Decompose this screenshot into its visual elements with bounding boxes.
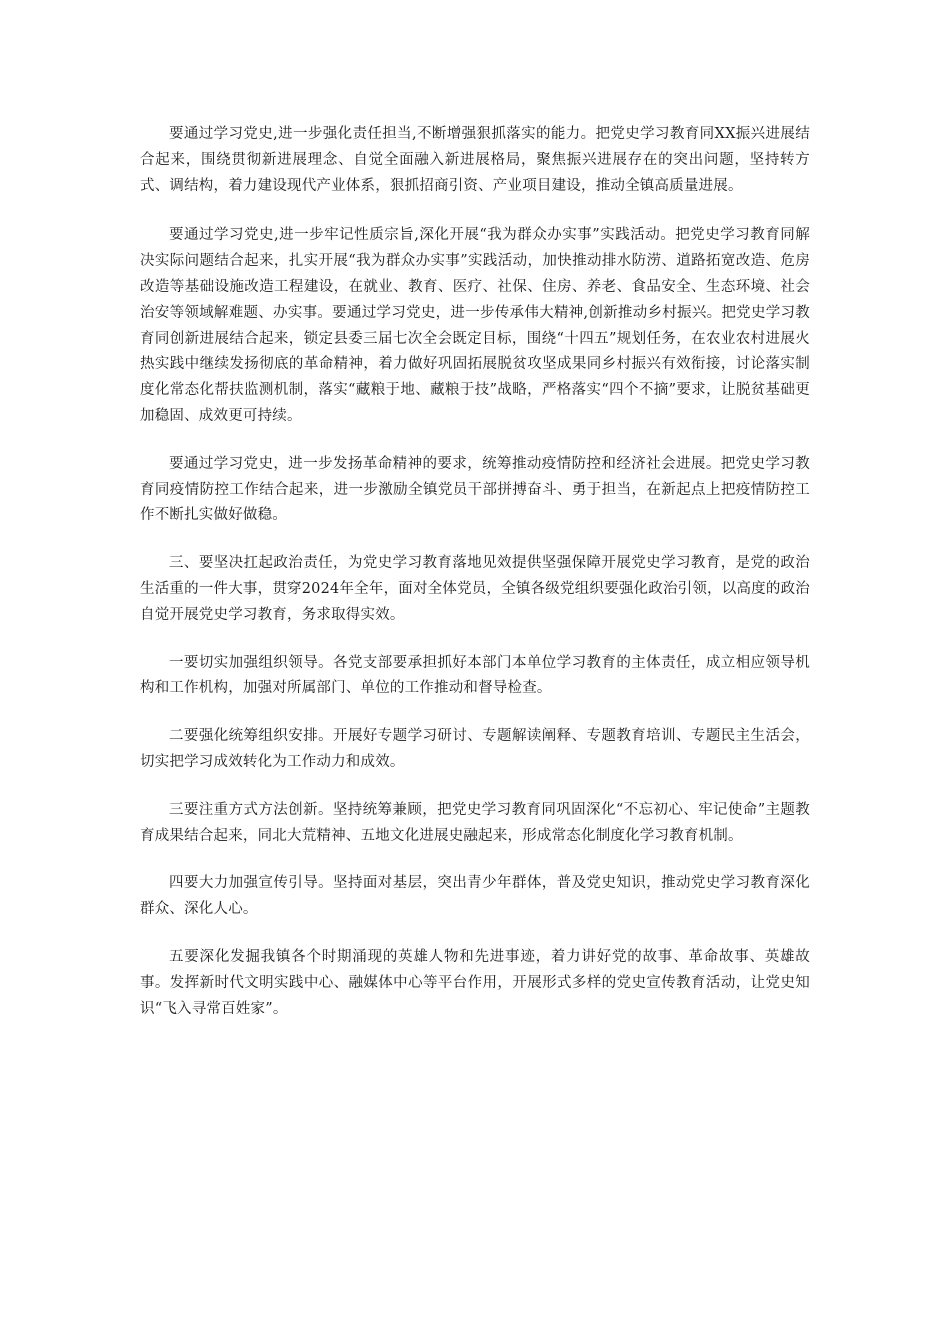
paragraph-9: 五要深化发掘我镇各个时期涌现的英雄人物和先进事迹，着力讲好党的故事、革命故事、英雄故事。发挥新时代文明实践中心、融媒体中心等平台作用，开展形式多样的党史宣传教育活动，让党史知识“飞入寻常百姓家”。 — [140, 948, 810, 1017]
paragraph-6: 二要强化统筹组织安排。开展好专题学习研讨、专题解读阐释、专题教育培训、专题民主生活会，切实把学习成效转化为工作动力和成效。 — [140, 728, 810, 770]
paragraph-4: 三、要坚决扛起政治责任，为党史学习教育落地见效提供坚强保障开展党史学习教育，是党的政治生活重的一件大事，贯穿2024年全年，面对全体党员，全镇各级党组织要强化政治引领，以高度的政治自觉开展党史学习教育，务求取得实效。 — [140, 555, 810, 623]
paragraph-3: 要通过学习党史，进一步发扬革命精神的要求，统筹推动疫情防控和经济社会进展。把党史学习教育同疫情防控工作结合起来，进一步激励全镇党员干部拼搏奋斗、勇于担当，在新起点上把疫情防控工作不断扎实做好做稳。 — [140, 455, 810, 524]
paragraph-8: 四要大力加强宣传引导。坚持面对基层，突出青少年群体，普及党史知识，推动党史学习教育深化群众、深化人心。 — [140, 875, 810, 918]
paragraph-5: 一要切实加强组织领导。各党支部要承担抓好本部门本单位学习教育的主体责任，成立相应领导机构和工作机构，加强对所属部门、单位的工作推动和督导检查。 — [140, 654, 810, 697]
paragraph-1: 要通过学习党史,进一步强化责任担当,不断增强狠抓落实的能力。把党史学习教育同XX振兴进展结合起来，围绕贯彻新进展理念、自觉全面融入新进展格局，聚焦振兴进展存在的突出问题，坚持转方式、调结构，着力建设现代产业体系，狠抓招商引资、产业项目建设，推动全镇高质量进展。 — [140, 126, 810, 194]
document-body — [140, 122, 810, 1044]
paragraph-2: 要通过学习党史,进一步牢记性质宗旨,深化开展“我为群众办实事”实践活动。把党史学习教育同解决实际问题结合起来，扎实开展“我为群众办实事”实践活动，加快推动排水防涝、道路拓宽改造、危房改造等基础设施改造工程建设，在就业、教育、医疗、社保、住房、养老、食品安全、生态环境、社会治安等领域解难题、办实事。要通过学习党史，进一步传承伟大精神,创新推动乡村振兴。把党史学习教育同创新进展结合起来，锁定县委三届七次全会既定目标，围绕“十四五”规划任务，在农业农村进展火热实践中继续发扬彻底的革命精神，着力做好巩固拓展脱贫攻坚成果同乡村振兴有效衔接，讨论落实制度化常态化帮扶监测机制，落实“藏粮于地、藏粮于技”战略，严格落实“四个不摘”要求，让脱贫基础更加稳固、成效更可持续。 — [140, 227, 810, 424]
paragraph-7: 三要注重方式方法创新。坚持统筹兼顾，把党史学习教育同巩固深化“不忘初心、牢记使命”主题教育成果结合起来，同北大荒精神、五地文化进展史融起来，形成常态化制度化学习教育机制。 — [140, 801, 810, 844]
